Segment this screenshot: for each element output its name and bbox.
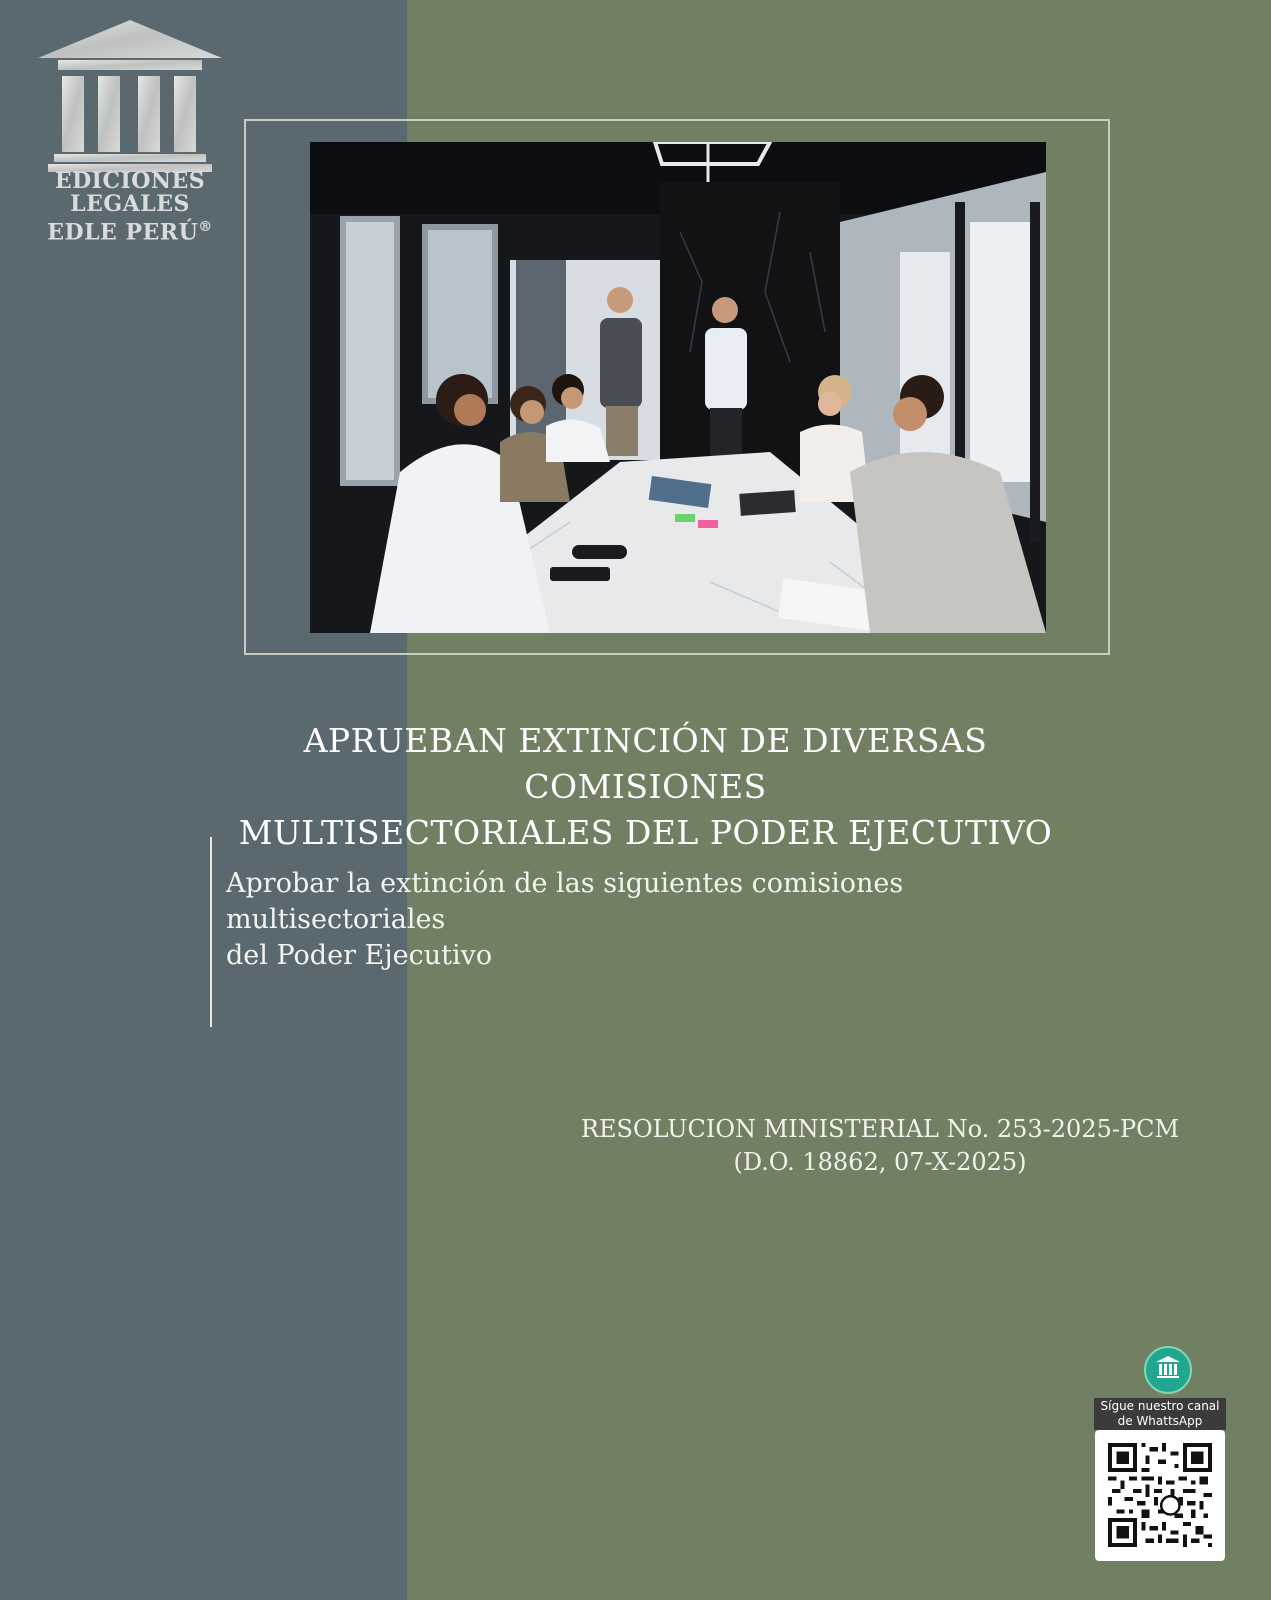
whatsapp-channel-label[interactable] xyxy=(1094,1398,1226,1430)
brand-line-3-text: EDLE PERÚ xyxy=(47,219,199,246)
subtitle-line-2: del Poder Ejecutivo xyxy=(226,940,493,971)
whatsapp-qr-code[interactable] xyxy=(1095,1430,1225,1561)
mini-temple-icon xyxy=(1146,1348,1190,1392)
subtitle-line-1: Aprobar la extinción de las siguientes comisiones multisectoriales xyxy=(226,868,904,935)
whatsapp-label-line-2: de WhattsApp xyxy=(1117,1414,1203,1428)
qr-code-pattern xyxy=(1108,1443,1212,1547)
brand-line-3 xyxy=(30,216,230,244)
meeting-photo xyxy=(310,142,1046,633)
resolution-line-1: RESOLUCION MINISTERIAL No. 253-2025-PCM xyxy=(580,1115,1180,1143)
temple-columns-icon xyxy=(30,18,230,173)
registered-mark: ® xyxy=(198,219,213,235)
resolution-reference xyxy=(560,1113,1200,1179)
temple-circle-icon[interactable] xyxy=(1144,1346,1192,1394)
title-line-1: APRUEBAN EXTINCIÓN DE DIVERSAS COMISIONES xyxy=(303,721,988,806)
whatsapp-label-line-1: Sígue nuestro canal xyxy=(1100,1399,1220,1413)
document-title xyxy=(180,718,1111,856)
meeting-illustration xyxy=(310,142,1046,633)
brand-name xyxy=(30,170,230,244)
brand-line-2: LEGALES xyxy=(70,191,190,217)
accent-vertical-line xyxy=(210,837,212,1027)
resolution-line-2: (D.O. 18862, 07-X-2025) xyxy=(733,1148,1027,1176)
document-subtitle xyxy=(226,866,1126,974)
title-line-2: MULTISECTORIALES DEL PODER EJECUTIVO xyxy=(238,813,1053,852)
edle-logo xyxy=(30,18,230,248)
brand-line-1: EDICIONES xyxy=(54,168,206,194)
